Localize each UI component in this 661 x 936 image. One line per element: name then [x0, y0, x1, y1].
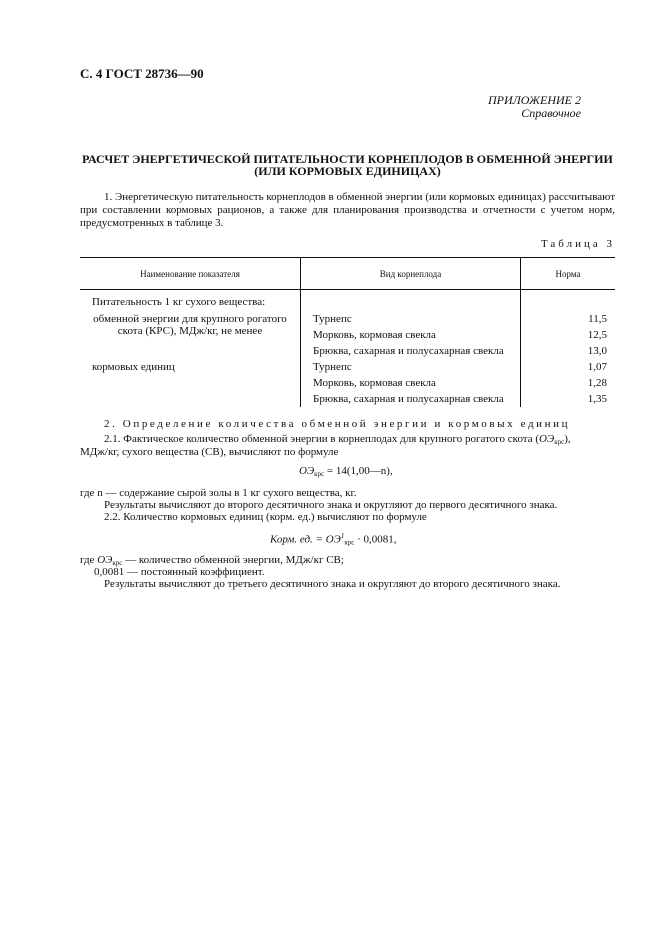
where-1: где n — содержание сырой золы в 1 кг сухого вещества, кг.	[80, 487, 357, 499]
table-label: Таблица 3	[540, 238, 615, 250]
section-2-heading: 2. Определение количества обменной энергии и кормовых единиц	[104, 418, 571, 430]
table-header-border	[80, 289, 615, 290]
formula-1	[299, 465, 393, 478]
table-row-crop: Морковь, кормовая свекла	[313, 329, 436, 341]
table-row-crop: Морковь, кормовая свекла	[313, 377, 436, 389]
table-top-border	[80, 257, 615, 258]
where-2-a: где	[80, 554, 98, 566]
table-col-divider-1	[300, 257, 301, 407]
formula-2-subscript: крс	[344, 538, 355, 547]
p21-symbol: ОЭ	[539, 433, 555, 445]
paragraph-2-1-line-2: МДж/кг, сухого вещества (СВ), вычисляют по формуле	[80, 446, 339, 458]
table-row-norm: 1,07	[587, 361, 607, 373]
table-group-title: Питательность 1 кг сухого вещества:	[92, 296, 266, 308]
paragraph-2-2: 2.2. Количество кормовых единиц (корм. ед.) вычисляют по формуле	[104, 511, 427, 523]
where-2-symbol: ОЭ	[97, 554, 113, 566]
where-2-subscript: крс	[112, 559, 123, 567]
rounding-2: Результаты вычисляют до третьего десятичного знака и округляют до второго десятичного знака.	[104, 578, 561, 590]
where-2-b: — количество обменной энергии, МДж/кг СВ;	[122, 554, 344, 566]
paragraph-1: 1. Энергетическую питательность корнеплодов в обменной энергии (или кормовых единицах) рассчитывают при составлении кормовых рационов, а также для планирования производства и отчетности с учетом норм, предусмотренных в таблице 3.	[80, 191, 615, 229]
appendix-type: Справочное	[521, 106, 581, 120]
table-indicator-metabolic-energy: обменной энергии для крупного рогатого скота (КРС), МДж/кг, не менее	[93, 313, 287, 337]
formula-1-lhs: ОЭ	[299, 465, 315, 477]
appendix-label: ПРИЛОЖЕНИЕ 2	[488, 93, 581, 107]
table-header-indicator: Наименование показателя	[140, 269, 240, 279]
table-row-crop: Брюква, сахарная и полусахарная свекла	[313, 393, 504, 405]
title-line-1: РАСЧЕТ ЭНЕРГЕТИЧЕСКОЙ ПИТАТЕЛЬНОСТИ КОРНЕПЛОДОВ В ОБМЕННОЙ ЭНЕРГИИ	[82, 152, 613, 166]
table-row-crop: Турнепс	[313, 313, 352, 325]
formula-2-lhs: Корм. ед. = ОЭ	[270, 533, 341, 546]
table-row-norm: 1,35	[587, 393, 607, 405]
appendix-label-block	[488, 94, 581, 120]
document-title	[80, 153, 615, 177]
formula-2-rhs: · 0,0081,	[354, 533, 397, 546]
formula-2-superscript: 1	[340, 532, 345, 540]
title-line-2: (ИЛИ КОРМОВЫХ ЕДИНИЦАХ)	[254, 164, 441, 178]
rounding-1: Результаты вычисляют до второго десятичного знака и округляют до первого десятичного знака.	[104, 499, 558, 511]
formula-2	[270, 532, 397, 547]
table-row-crop: Турнепс	[313, 361, 352, 373]
formula-1-rhs: = 14(1,00—n),	[324, 465, 393, 477]
coefficient-note: 0,0081 — постоянный коэффициент.	[94, 566, 265, 578]
table-header-crop: Вид корнеплода	[379, 269, 442, 279]
p21-text-a: 2.1. Фактическое количество обменной энергии в корнеплодах для крупного рогатого скота (	[104, 433, 540, 445]
p21-text-b: ),	[564, 433, 571, 445]
table-row-crop: Брюква, сахарная и полусахарная свекла	[313, 345, 504, 357]
table-row-norm: 1,28	[587, 377, 607, 389]
formula-1-subscript: крс	[314, 470, 325, 478]
table-row-norm: 13,0	[587, 345, 607, 357]
page-header: С. 4 ГОСТ 28736—90	[80, 66, 204, 81]
table-indicator-feed-units: кормовых единиц	[92, 361, 175, 373]
p21-subscript: крс	[554, 438, 565, 446]
table-header-norm: Норма	[555, 269, 581, 279]
table-row-norm: 11,5	[588, 313, 607, 325]
table-row-norm: 12,5	[587, 329, 607, 341]
